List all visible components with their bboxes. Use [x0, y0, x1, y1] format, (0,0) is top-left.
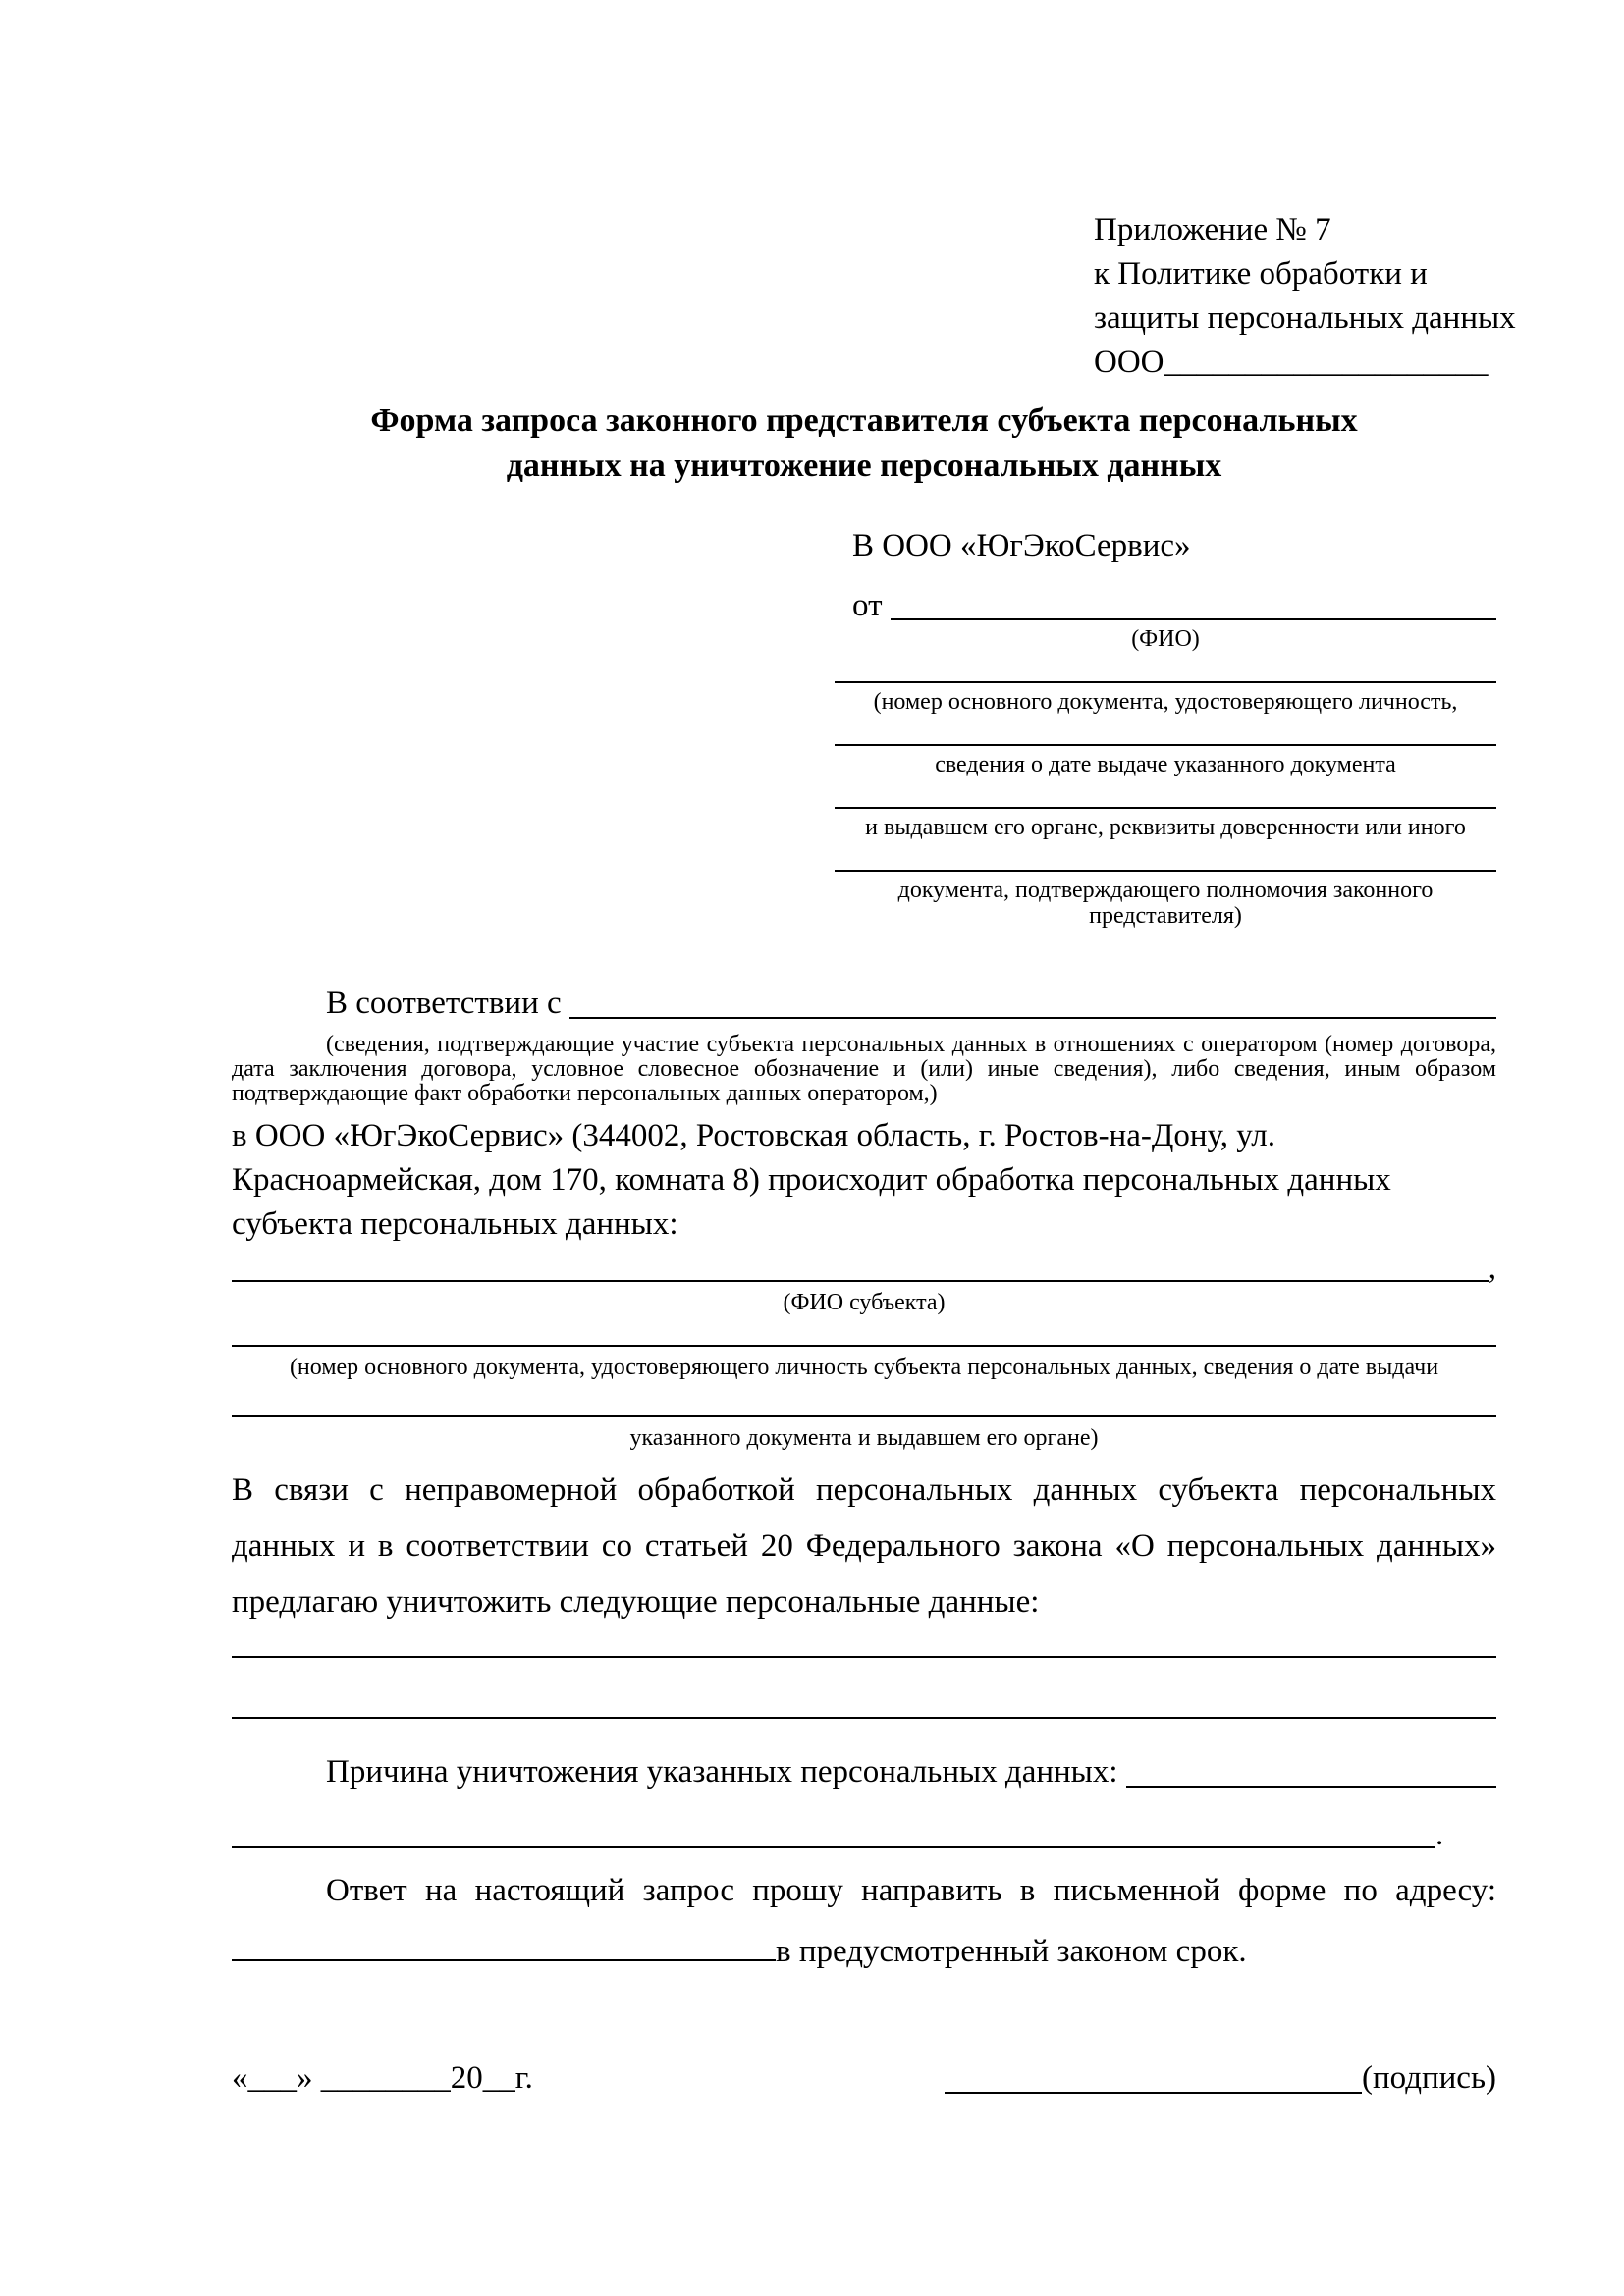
reason-label: Причина уничтожения указанных персональных данных:: [326, 1754, 1118, 1789]
accordance-note: (сведения, подтверждающие участие субъекта персональных данных в отношениях с оператором (номер договора, дата заключения договора, условное словесное обозначение и (или) иные сведения), либо сведения, иным образом подтверждающие факт обработки персональных данных оператором,): [232, 1032, 1496, 1106]
data-blank-line: [232, 1717, 1496, 1719]
from-spacer: [883, 585, 891, 626]
annex-company-blank: ООО____________________: [1094, 345, 1489, 380]
from-field: [835, 585, 1496, 626]
subject-fio-blank-line: [232, 1280, 1489, 1282]
recipient-block: [835, 526, 1496, 929]
blank-line: [835, 870, 1496, 872]
page-title-line: данных на уничтожение персональных данных: [506, 448, 1222, 484]
accordance-label: В соответствии с: [326, 986, 562, 1021]
fio-caption: (ФИО): [1131, 626, 1200, 652]
annex-header: [1094, 208, 1516, 385]
identity-field: [835, 681, 1496, 715]
identity-field: [835, 744, 1496, 777]
from-label: от: [852, 588, 883, 623]
subject-doc-caption: (номер основного документа, удостоверяющего личность субъекта персональных данных, сведения о дате выдачи: [289, 1355, 1439, 1380]
accordance-field: [232, 982, 1496, 1025]
signature-caption: (подпись): [1362, 2060, 1496, 2096]
signature-blank-line: [945, 2092, 1362, 2094]
reason-field: [232, 1750, 1496, 1793]
subject-doc-blank-line: [232, 1415, 1496, 1417]
date-blank: «___» ________20__г.: [232, 2060, 533, 2096]
identity-field: [835, 807, 1496, 840]
subject-fio-caption: (ФИО субъекта): [783, 1290, 946, 1315]
blank-line: [835, 744, 1496, 746]
accordance-spacer: [562, 982, 569, 1025]
footer: [232, 2056, 1496, 2100]
page-title-line: Форма запроса законного представителя субъекта персональных: [370, 402, 1358, 439]
recipient-company: В ООО «ЮгЭкоСервис»: [852, 528, 1191, 563]
reply-address-blank-line: [232, 1959, 776, 1961]
accordance-blank-line: [569, 1017, 1496, 1019]
identity-field: [835, 870, 1496, 929]
reason-blank-line: [1126, 1786, 1496, 1788]
subject-comma: ,: [1488, 1251, 1496, 1286]
reply-paragraph: [232, 1860, 1496, 1982]
reply-tail: в предусмотренный законом срок.: [776, 1934, 1247, 1969]
field-caption: и выдавшем его органе, реквизиты доверенности или иного: [865, 815, 1466, 840]
subject-doc-caption: указанного документа и выдавшем его органе): [629, 1425, 1099, 1451]
field-caption: сведения о дате выдаче указанного документа: [935, 752, 1396, 777]
reason-blank-line-2: [232, 1846, 1435, 1848]
annex-line: Приложение № 7: [1094, 212, 1331, 247]
page-title: [232, 399, 1496, 489]
from-blank-line: [891, 618, 1496, 620]
field-caption: (номер основного документа, удостоверяющего личность,: [873, 689, 1458, 715]
reply-lead: Ответ на настоящий запрос прошу направить в письменной форме по адресу:: [326, 1873, 1496, 1908]
field-caption: документа, подтверждающего полномочия законного представителя): [897, 878, 1434, 929]
data-blank-line: [232, 1656, 1496, 1658]
annex-line: защиты персональных данных: [1094, 300, 1516, 336]
reason-spacer: [1118, 1750, 1126, 1793]
blank-line: [835, 807, 1496, 809]
reason-continuation-field: [232, 1815, 1496, 1854]
reason-period: .: [1435, 1817, 1444, 1852]
request-paragraph: В связи с неправомерной обработкой персональных данных субъекта персональных данных и в соответствии со статьей 20 Федерального закона «О персональных данных» предлагаю уничтожить следующие персональные данные:: [232, 1472, 1496, 1620]
signature-field: [945, 2056, 1496, 2100]
blank-line: [835, 681, 1496, 683]
subject-doc-blank-line: [232, 1345, 1496, 1347]
annex-line: к Политике обработки и: [1094, 256, 1428, 292]
operator-paragraph: в ООО «ЮгЭкоСервис» (344002, Ростовская область, г. Ростов-на-Дону, ул. Красноармейская, дом 170, комната 8) происходит обработка персональных данных субъекта персональных данных:: [232, 1118, 1391, 1242]
subject-fio-field: [232, 1249, 1496, 1288]
